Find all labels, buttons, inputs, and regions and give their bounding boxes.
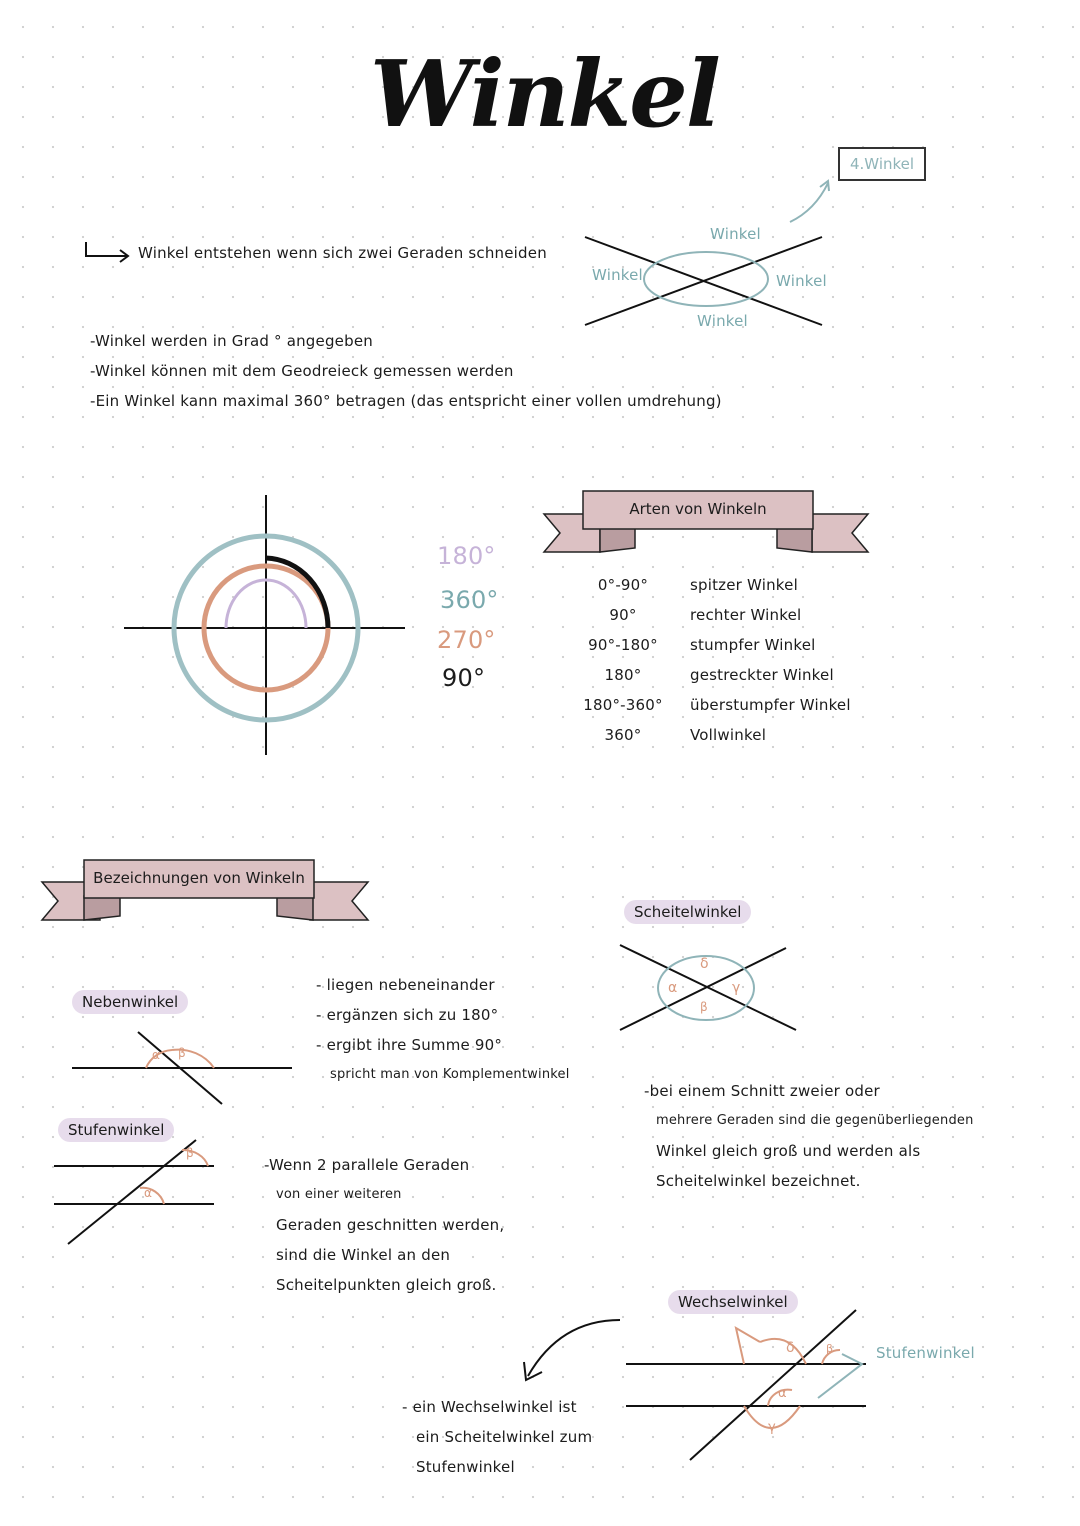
range-row: 90°-180° <box>588 636 658 654</box>
angle-type-row: gestreckter Winkel <box>690 666 834 684</box>
intro-bullet-3: -Ein Winkel kann maximal 360° betragen (das entspricht einer vollen umdrehung) <box>90 392 722 410</box>
wechsel-side-label: Stufenwinkel <box>876 1344 975 1362</box>
nebenwinkel-alpha: α <box>152 1048 161 1062</box>
scheitelwinkel-line: mehrere Geraden sind die gegenüberliegenden <box>656 1113 974 1128</box>
nebenwinkel-beta: β <box>178 1046 186 1060</box>
range-row: 0°-90° <box>597 576 649 594</box>
range-row: 180° <box>604 666 642 684</box>
degree-90: 90° <box>442 664 486 692</box>
stufenwinkel-line: sind die Winkel an den <box>276 1246 451 1264</box>
stufenwinkel-alpha: α <box>144 1186 153 1200</box>
stufenwinkel-line: -Wenn 2 parallele Geraden <box>264 1156 470 1174</box>
scheitelwinkel-line: Scheitelwinkel bezeichnet. <box>656 1172 861 1190</box>
wechselwinkel-text <box>402 1392 592 1482</box>
scheitelwinkel-label: Scheitelwinkel <box>624 900 751 924</box>
wechsel-alpha: α <box>778 1386 787 1401</box>
degree-360: 360° <box>440 586 499 614</box>
angle-type-row: stumpfer Winkel <box>690 636 816 654</box>
arten-heading: Arten von Winkeln <box>629 500 767 518</box>
intro-bullet-1: -Winkel werden in Grad ° angegeben <box>90 332 373 350</box>
stufenwinkel-label: Stufenwinkel <box>58 1118 174 1142</box>
nebenwinkel-line: - liegen nebeneinander <box>316 976 495 994</box>
angle-type-row: rechter Winkel <box>690 606 802 624</box>
wechsel-beta: β <box>826 1342 834 1355</box>
scheitelwinkel-line: Winkel gleich groß und werden als <box>656 1142 921 1160</box>
scheitelwinkel-line: -bei einem Schnitt zweier oder <box>644 1082 880 1100</box>
page-title: Winkel <box>370 40 719 148</box>
nebenwinkel-label: Nebenwinkel <box>72 990 188 1014</box>
scheitel-beta: β <box>700 1000 708 1014</box>
wechselwinkel-line: Stufenwinkel <box>416 1458 515 1476</box>
stufenwinkel-beta: β <box>186 1146 194 1160</box>
range-row: 90° <box>609 606 637 624</box>
degree-270: 270° <box>437 626 496 654</box>
wechselwinkel-line: - ein Wechselwinkel ist <box>402 1398 577 1416</box>
definition-text: Winkel entstehen wenn sich zwei Geraden schneiden <box>138 244 547 262</box>
scheitel-gamma: γ <box>732 980 741 996</box>
wechselwinkel-label: Wechselwinkel <box>668 1290 798 1314</box>
intro-bullet-2: -Winkel können mit dem Geodreieck gemessen werden <box>90 362 514 380</box>
cross-label-right: Winkel <box>776 272 827 290</box>
nebenwinkel-line: - ergibt ihre Summe 90° <box>316 1036 503 1054</box>
range-row: 180°-360° <box>583 696 663 714</box>
range-row: 360° <box>604 726 642 744</box>
wechsel-gamma: γ <box>768 1420 776 1435</box>
angle-type-row: überstumpfer Winkel <box>690 696 851 714</box>
bezeichnungen-heading: Bezeichnungen von Winkeln <box>93 869 305 887</box>
scheitel-alpha: α <box>668 980 678 996</box>
cross-label-left: Winkel <box>592 266 643 284</box>
degree-180: 180° <box>437 542 496 570</box>
nebenwinkel-line: spricht man von Komplementwinkel <box>330 1067 570 1082</box>
wechsel-delta: δ <box>786 1340 795 1356</box>
stufenwinkel-line: von einer weiteren <box>276 1187 402 1202</box>
four-angles-box: 4.Winkel <box>838 147 926 181</box>
cross-label-top: Winkel <box>710 225 761 243</box>
stufenwinkel-line: Geraden geschnitten werden, <box>276 1216 505 1234</box>
cross-label-bottom: Winkel <box>697 312 748 330</box>
scheitel-delta: δ <box>700 956 709 972</box>
stufenwinkel-line: Scheitelpunkten gleich groß. <box>276 1276 497 1294</box>
angle-type-row: spitzer Winkel <box>690 576 798 594</box>
nebenwinkel-line: - ergänzen sich zu 180° <box>316 1006 499 1024</box>
angle-type-row: Vollwinkel <box>690 726 767 744</box>
wechselwinkel-line: ein Scheitelwinkel zum <box>416 1428 593 1446</box>
